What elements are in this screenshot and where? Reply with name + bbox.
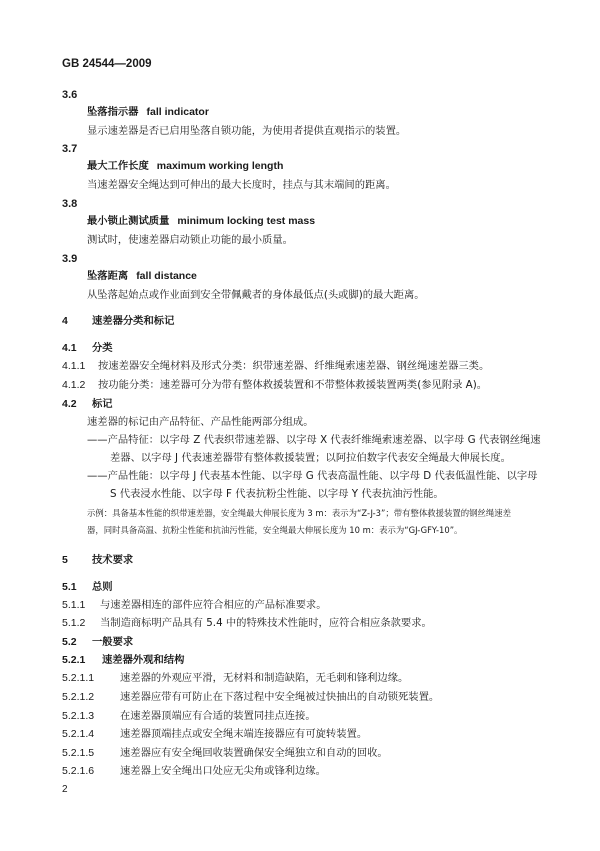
clause: 5.1.2 当制造商标明产品具有 5.4 中的特殊技术性能时，应符合相应条款要求。 <box>62 617 432 629</box>
subsection-heading: 5.1 总则 <box>62 581 113 593</box>
list-item-line: ——产品特征：以字母 Z 代表织带速差器、以字母 X 代表纤维绳索速差器、以字母 G 代表钢丝绳速 <box>87 434 541 446</box>
clause: 5.2.1.1 速差器的外观应平滑，无材料和制造缺陷，无毛刺和锋利边缘。 <box>62 672 409 684</box>
term-heading <box>87 269 197 283</box>
term-heading <box>87 214 315 228</box>
clause: 5.2.1.5 速差器应有安全绳回收装置确保安全绳独立和自动的回收。 <box>62 747 388 759</box>
subsection-heading: 4.2 标记 <box>62 398 113 410</box>
term-heading <box>87 159 283 173</box>
standard-code: GB 24544—2009 <box>62 58 152 70</box>
term-number: 3.6 <box>62 89 78 101</box>
paragraph: 速差器的标记由产品特征、产品性能两部分组成。 <box>87 416 314 428</box>
list-item-line: ——产品性能：以字母 J 代表基本性能、以字母 G 代表高温性能、以字母 D 代表低温性能、以字母 <box>87 470 538 482</box>
clause: 5.1.1 与速差器相连的部件应符合相应的产品标准要求。 <box>62 599 327 611</box>
subsection-heading: 4.1 分类 <box>62 342 113 354</box>
term-en: maximum working length <box>156 160 284 172</box>
term-definition: 从坠落起始点或作业面到安全带佩戴者的身体最低点(头或脚)的最大距离。 <box>87 289 425 301</box>
term-number: 3.9 <box>62 253 78 265</box>
term-number: 3.8 <box>62 198 78 210</box>
term-definition: 测试时，使速差器启动锁止功能的最小质量。 <box>87 234 293 246</box>
clause: 4.1.1 按速差器安全绳材料及形式分类：织带速差器、纤维绳索速差器、钢丝绳速差器三类。 <box>62 360 490 372</box>
term-en: minimum locking test mass <box>177 215 316 227</box>
term-cn: 最小锁止测试质量 <box>87 215 170 227</box>
term-cn: 最大工作长度 <box>87 160 149 172</box>
term-definition: 当速差器安全绳达到可伸出的最大长度时，挂点与其末端间的距离。 <box>87 179 396 191</box>
term-number: 3.7 <box>62 143 78 155</box>
section-heading: 4 速差器分类和标记 <box>62 315 175 327</box>
clause: 5.2.1.3 在速差器顶端应有合适的装置同挂点连接。 <box>62 710 316 722</box>
term-cn: 坠落距离 <box>87 270 129 282</box>
clause: 5.2.1.4 速差器顶端挂点或安全绳末端连接器应有可旋转装置。 <box>62 728 368 740</box>
clause: 5.2.1.2 速差器应带有可防止在下落过程中安全绳被过快抽出的自动锁死装置。 <box>62 691 440 703</box>
example-line: 器，同时具备高温、抗粉尘性能和抗油污性能，安全绳最大伸展长度为 10 m：表示为“GJ-GFY-10”。 <box>87 525 463 535</box>
list-item-line: 差器、以字母 J 代表速差器带有整体救援装置；以阿拉伯数字代表安全绳最大伸展长度。 <box>110 452 511 464</box>
term-heading <box>87 105 209 119</box>
section-heading: 5 技术要求 <box>62 554 134 566</box>
term-cn: 坠落指示器 <box>87 106 139 118</box>
example-line: 示例：具备基本性能的织带速差器，安全绳最大伸展长度为 3 m：表示为“Z-J-3”；带有整体救援装置的钢丝绳速差 <box>87 508 511 518</box>
subsection-heading: 5.2 一般要求 <box>62 636 134 648</box>
term-en: fall indicator <box>146 106 209 118</box>
list-item-line: S 代表浸水性能、以字母 F 代表抗粉尘性能、以字母 Y 代表抗油污性能。 <box>110 488 444 500</box>
term-en: fall distance <box>136 270 197 282</box>
clause: 4.1.2 按功能分类：速差器可分为带有整体救援装置和不带整体救援装置两类(参见附录 A)。 <box>62 379 488 391</box>
page-number: 2 <box>62 784 68 795</box>
term-definition: 显示速差器是否已启用坠落自锁功能，为使用者提供直观指示的装置。 <box>87 125 407 137</box>
subsection-heading: 5.2.1 速差器外观和结构 <box>62 654 185 666</box>
clause: 5.2.1.6 速差器上安全绳出口处应无尖角或锋利边缘。 <box>62 765 326 777</box>
